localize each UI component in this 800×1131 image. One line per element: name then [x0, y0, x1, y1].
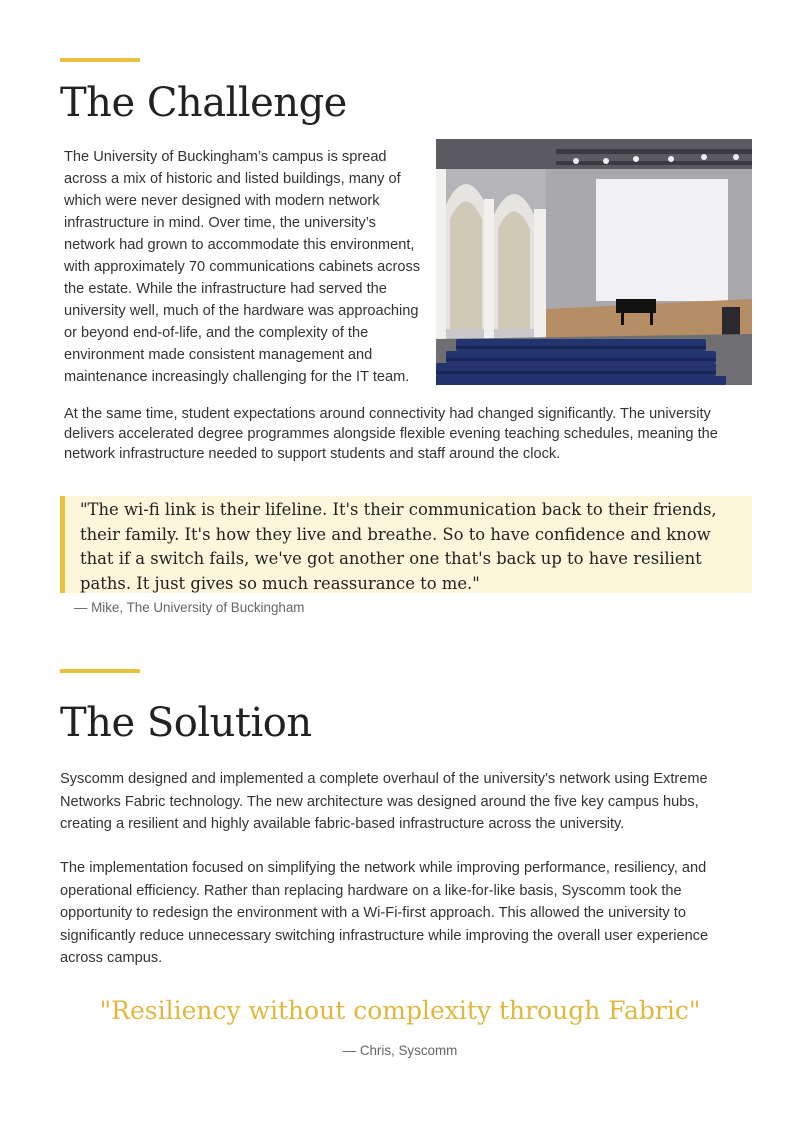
challenge-heading: The Challenge [60, 80, 347, 126]
challenge-intro-paragraph: The University of Buckingham’s campus is spread across a mix of historic and listed buildings, many of which were never designed with modern network infrastructure in mind. Over time, the university’s network had grown to accommodate this environment, with approximately 70 communications cabinets across the estate. While the infrastructure had served the university well, much of the hardware was approaching or beyond end-of-life, and the complexity of the environment made consistent management and maintenance increasingly challenging for the IT team. [64, 149, 421, 385]
solution-paragraph-1: Syscomm designed and implemented a complete overhaul of the university's network using Extreme Networks Fabric technology. The new architecture was designed around the five key campus hubs, creating a resilient and highly available fabric-based infrastructure across the university. [60, 771, 708, 832]
customer-quote-text: "The wi-fi link is their lifeline. It's their communication back to their friends, their family. It's how they live and breathe. So to have confidence and know that if a switch fails, we've got another one that's back up to have resilient paths. It just gives so much reassurance to me." [80, 500, 717, 593]
customer-quote-attribution: — Mike, The University of Buckingham [74, 600, 305, 615]
challenge-accent-bar [60, 58, 140, 62]
solution-heading: The Solution [60, 700, 312, 746]
solution-paragraph-2: The implementation focused on simplifying the network while improving performance, resiliency, and operational efficiency. Rather than replacing hardware on a like-for-like basis, Syscomm took the opportunity to redesign the environment with a Wi-Fi-first approach. This allowed the university to significantly reduce unnecessary switching infrastructure while improving the overall user experience across campus. [60, 860, 709, 966]
challenge-paragraph-2: At the same time, student expectations around connectivity had changed significantly. The university delivers accelerated degree programmes alongside flexible evening teaching schedules, meaning the network infrastructure needed to support students and staff around the clock. [64, 406, 718, 462]
auditorium-photo [436, 139, 752, 385]
solution-accent-bar [60, 669, 140, 673]
pull-quote-attribution: — Chris, Syscomm [342, 1043, 458, 1058]
customer-quote-block [60, 496, 752, 593]
pull-quote: "Resiliency without complexity through Fabric" [99, 996, 701, 1025]
